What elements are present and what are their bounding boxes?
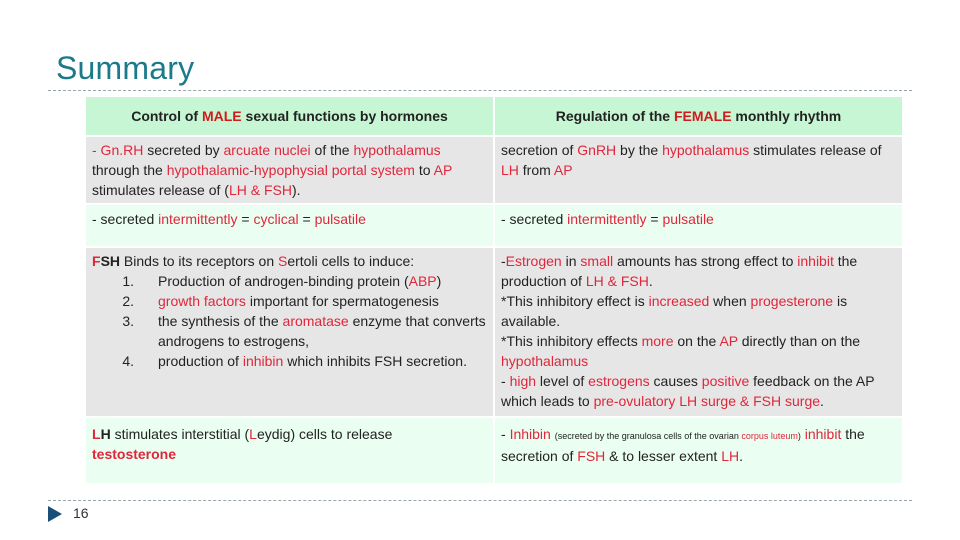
female-gnrh-cell: secretion of GnRH by the hypothalamus stimulates release of LH from AP bbox=[494, 136, 903, 204]
male-header: Control of MALE sexual functions by hormones bbox=[85, 96, 494, 136]
male-fsh-cell bbox=[85, 247, 494, 417]
fsh-intro: FSH Binds to its receptors on Sertoli cells to induce: bbox=[92, 253, 415, 269]
top-divider bbox=[48, 90, 912, 91]
male-gnrh-cell: - Gn.RH secreted by arcuate nuclei of the hypothalamus through the hypothalamic-hypophysial portal system to AP stimulates release of (LH & FSH). bbox=[85, 136, 494, 204]
list-item: 2. growth factors important for spermatogenesis bbox=[122, 293, 439, 309]
male-secretion-cell: - secreted intermittently = cyclical = pulsatile bbox=[85, 204, 494, 247]
bottom-divider bbox=[48, 500, 912, 501]
list-item: 4. production of inhibin which inhibits FSH secretion. bbox=[122, 353, 467, 369]
table-row bbox=[85, 204, 903, 247]
list-item: 3. the synthesis of the aromatase enzyme that converts androgens to estrogens, bbox=[122, 313, 486, 349]
female-secretion-cell: - secreted intermittently = pulsatile bbox=[494, 204, 903, 247]
page-number: 16 bbox=[73, 505, 89, 521]
slide-title: Summary bbox=[56, 50, 195, 86]
play-arrow-icon bbox=[48, 506, 62, 522]
female-header: Regulation of the FEMALE monthly rhythm bbox=[494, 96, 903, 136]
table-row bbox=[85, 417, 903, 484]
summary-table bbox=[84, 95, 904, 485]
male-lh-cell: LH stimulates interstitial (Leydig) cells to release testosterone bbox=[85, 417, 494, 484]
list-item: 1. Production of androgen-binding protein (ABP) bbox=[122, 273, 442, 289]
table-row bbox=[85, 247, 903, 417]
female-inhibin-cell: - Inhibin (secreted by the granulosa cells of the ovarian corpus luteum) inhibit the secretion of FSH & to lesser extent LH. bbox=[494, 417, 903, 484]
female-estrogen-cell: -Estrogen in small amounts has strong effect to inhibit the production of LH & FSH. *This inhibitory effect is increased when progesterone is available. *This inhibitory effects more on the AP directly than on the hypothalamus - high level of estrogens causes positive feedback on the AP which leads to pre-ovulatory LH surge & FSH surge. bbox=[494, 247, 903, 417]
fsh-effects-list bbox=[92, 271, 487, 371]
table-row bbox=[85, 136, 903, 204]
header-row bbox=[85, 96, 903, 136]
